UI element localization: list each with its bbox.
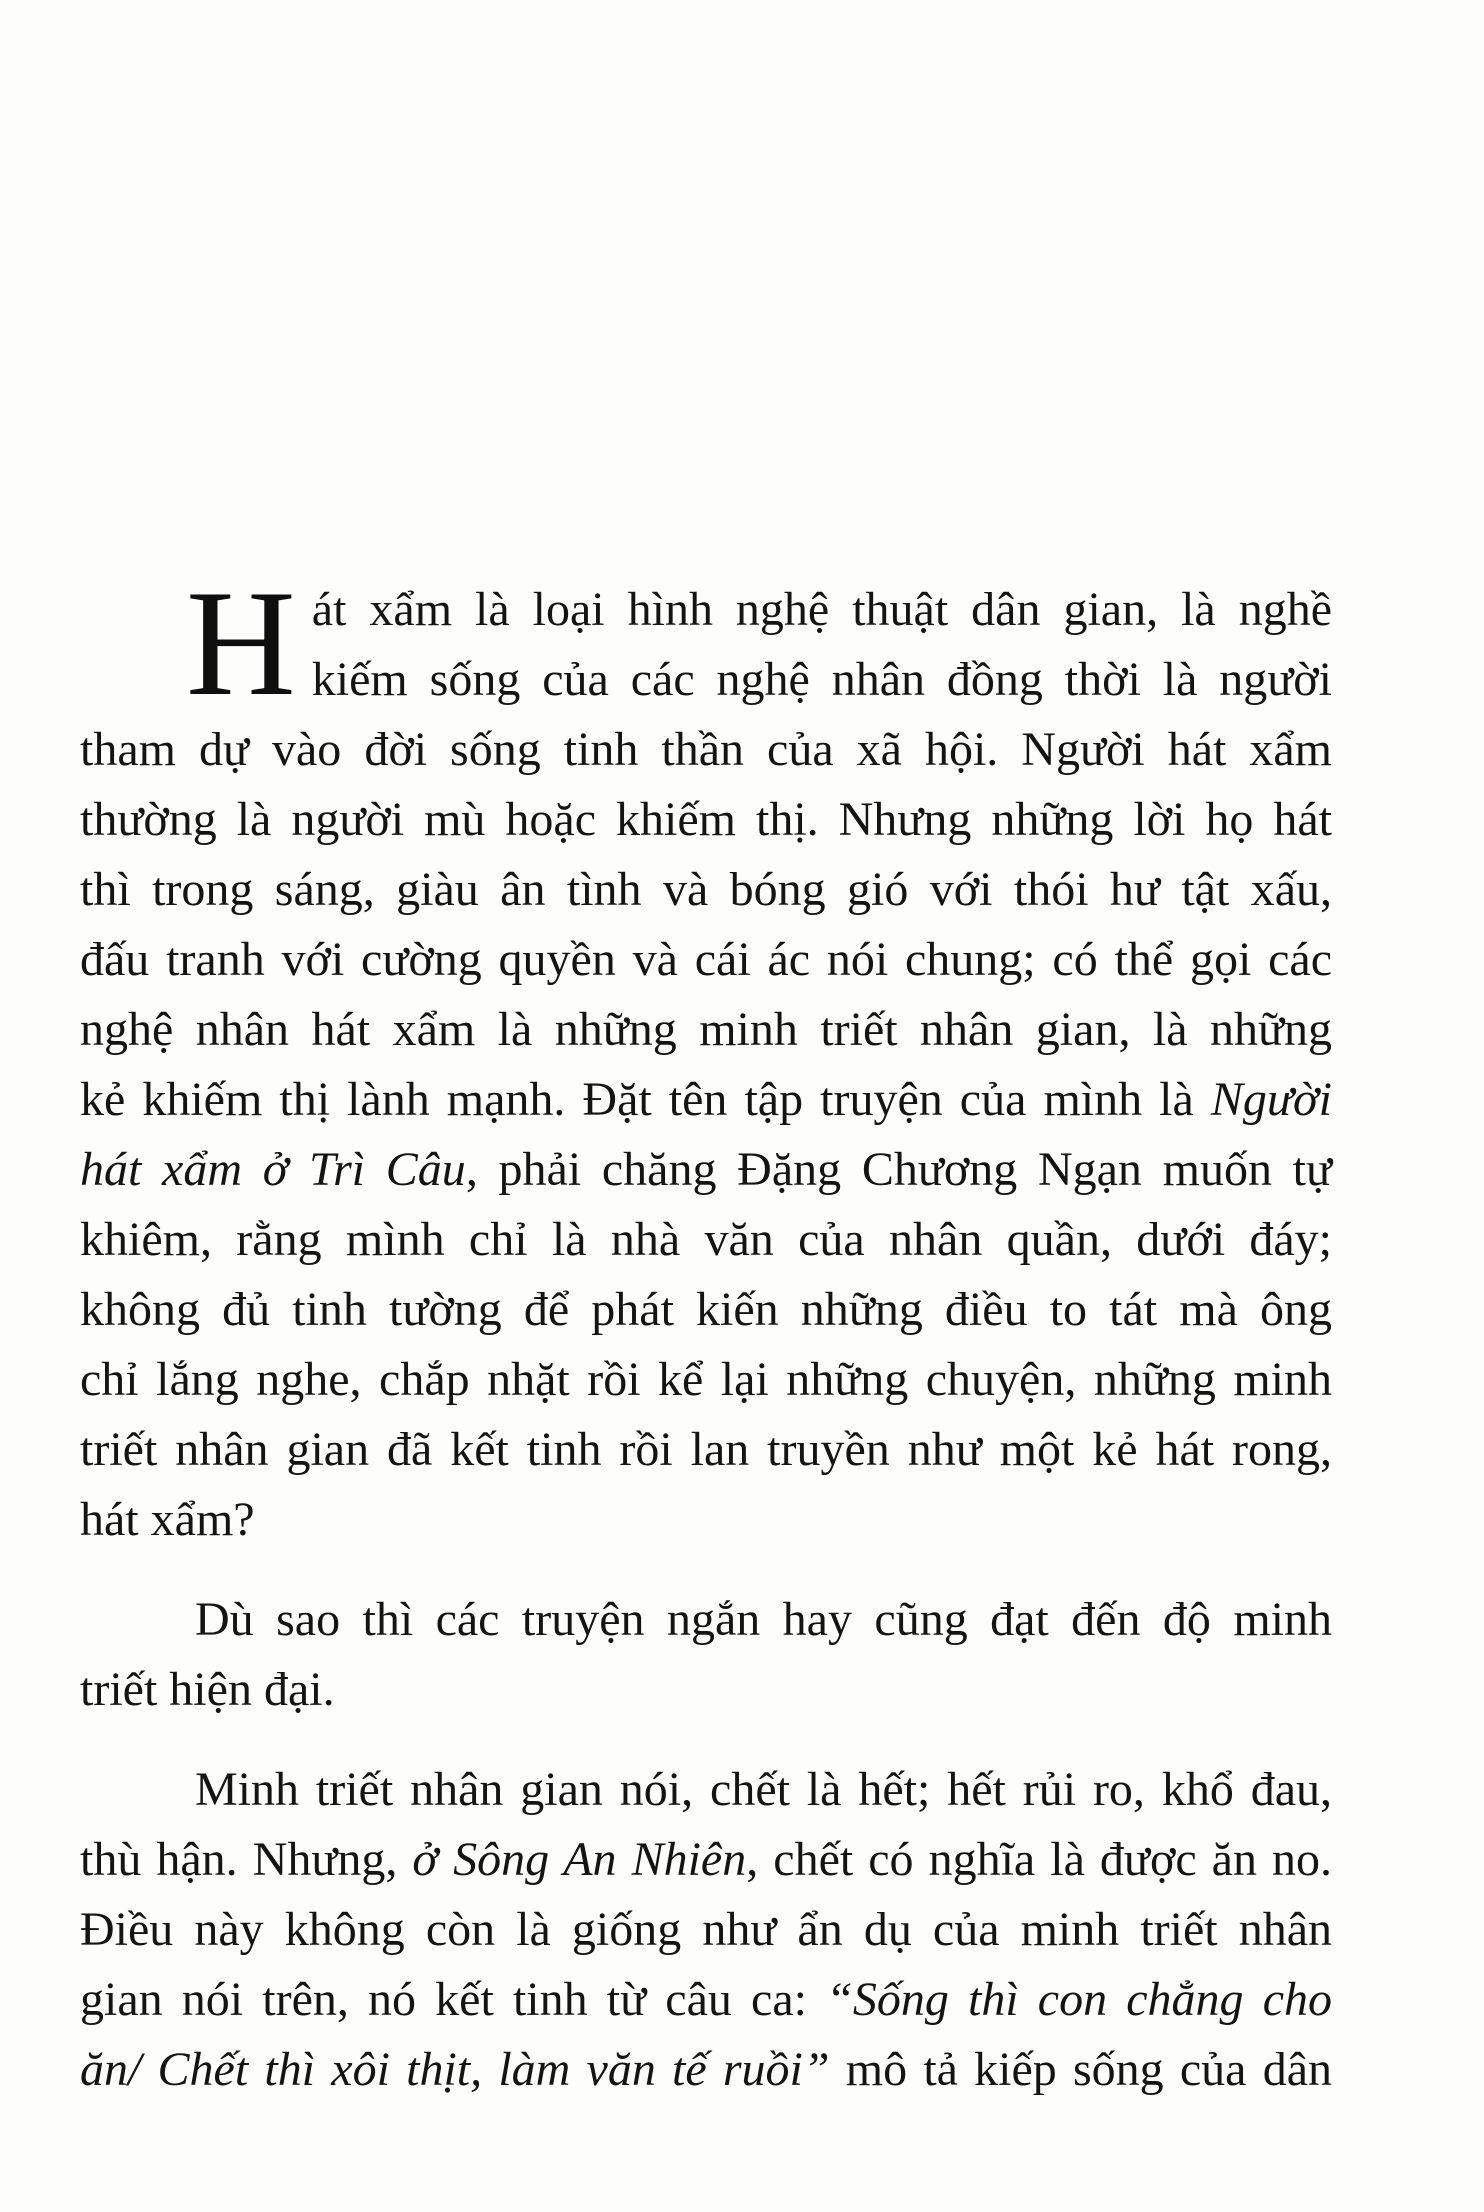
text-line	[80, 715, 1332, 785]
regular-text: không đủ tinh tường để phát kiến những điều to tát mà ông	[80, 1283, 1332, 1336]
italic-text: ở Sông An Nhiên	[412, 1833, 747, 1886]
text-line	[80, 1345, 1332, 1415]
regular-text: kiếm sống của các nghệ nhân đồng thời là người	[311, 653, 1332, 706]
regular-text: gian nói trên, nó kết tinh từ câu ca:	[80, 1973, 827, 2026]
text-line	[80, 1965, 1332, 2035]
italic-text: Người	[1210, 1073, 1332, 1126]
regular-text: triết nhân gian đã kết tinh rồi lan truyền như một kẻ hát rong,	[80, 1423, 1332, 1476]
regular-text: hát xẩm?	[80, 1493, 255, 1546]
paragraph	[80, 559, 1333, 1555]
regular-text: mô tả kiếp sống của dân	[829, 2043, 1332, 2096]
regular-text: Minh triết nhân gian nói, chết là hết; hết rủi ro, khổ đau,	[195, 1763, 1332, 1816]
text-line	[80, 1275, 1332, 1345]
regular-text: triết hiện đại.	[80, 1663, 335, 1716]
regular-text: Điều này không còn là giống như ẩn dụ của minh triết nhân	[80, 1903, 1332, 1956]
regular-text: át xẩm là loại hình nghệ thuật dân gian, là nghề	[311, 583, 1332, 636]
regular-text: thường là người mù hoặc khiếm thị. Nhưng những lời họ hát	[80, 793, 1332, 846]
text-line	[80, 995, 1332, 1065]
text-line	[80, 1655, 1332, 1725]
regular-text: thù hận. Nhưng,	[80, 1833, 413, 1886]
regular-text: kẻ khiếm thị lành mạnh. Đặt tên tập truyện của mình là	[80, 1073, 1211, 1126]
text-line	[80, 1485, 1332, 1555]
text-line	[80, 1205, 1332, 1275]
regular-text: đấu tranh với cường quyền và cái ác nói chung; có thể gọi các	[80, 933, 1332, 986]
regular-text: thì trong sáng, giàu ân tình và bóng gió với thói hư tật xấu,	[80, 863, 1332, 916]
text-line	[80, 785, 1332, 855]
text-line	[80, 2035, 1332, 2105]
regular-text: khiêm, rằng mình chỉ là nhà văn của nhân quần, dưới đáy;	[80, 1213, 1332, 1266]
paragraph	[80, 1755, 1332, 2105]
text-line	[80, 1585, 1332, 1655]
paragraph	[80, 1585, 1332, 1725]
page-text	[80, 559, 1333, 2105]
text-line	[80, 1415, 1332, 1485]
text-line	[80, 1135, 1332, 1205]
regular-text: tham dự vào đời sống tinh thần của xã hội. Người hát xẩm	[80, 723, 1332, 776]
text-line	[80, 925, 1332, 995]
italic-text: hát xẩm ở Trì Câu	[80, 1143, 466, 1196]
italic-text: ăn/ Chết thì xôi thịt, làm văn tế ruồi”	[80, 2043, 830, 2096]
text-line	[80, 1825, 1332, 1895]
regular-text: Dù sao thì các truyện ngắn hay cũng đạt đến độ minh	[195, 1593, 1332, 1646]
regular-text: , chết có nghĩa là được ăn no.	[746, 1833, 1332, 1886]
regular-text: , phải chăng Đặng Chương Ngạn muốn tự	[465, 1143, 1333, 1196]
regular-text: nghệ nhân hát xẩm là những minh triết nhân gian, là những	[80, 1003, 1332, 1056]
text-line	[80, 1755, 1332, 1825]
italic-text: “Sống thì con chẳng cho	[826, 1973, 1333, 2026]
text-line	[80, 1895, 1332, 1965]
text-line	[80, 855, 1332, 925]
drop-cap: H	[186, 559, 296, 727]
regular-text: chỉ lắng nghe, chắp nhặt rồi kể lại những chuyện, những minh	[80, 1353, 1332, 1406]
text-line	[80, 1065, 1332, 1135]
